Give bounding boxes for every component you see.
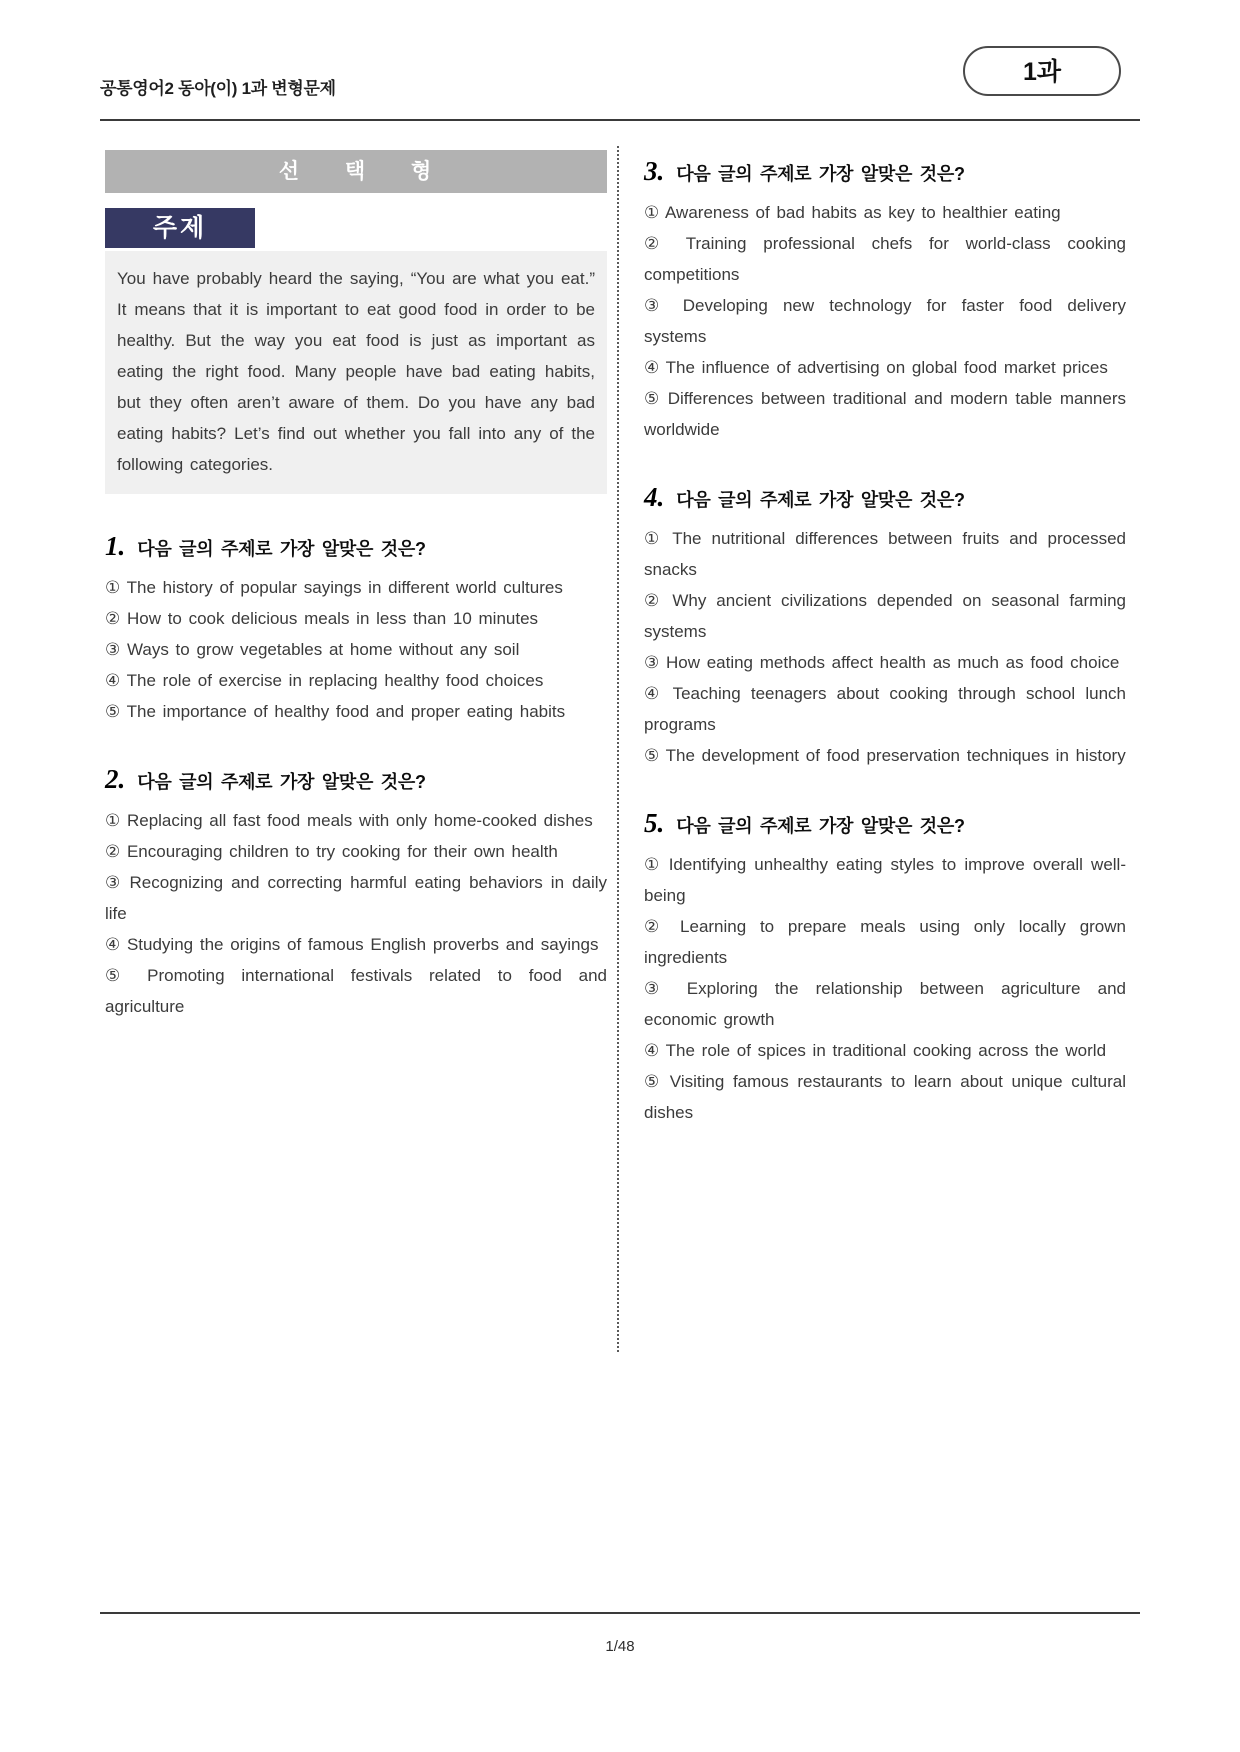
unit-badge: 1과 [963, 46, 1121, 96]
question-5-option-5: ⑤ Visiting famous restaurants to learn about unique cultural dishes [644, 1072, 1126, 1122]
question-1-option-5: ⑤ The importance of healthy food and proper eating habits [105, 702, 566, 721]
question-4-number: 4. [644, 482, 665, 512]
question-1-option-3: ③ Ways to grow vegetables at home without any soil [105, 640, 520, 659]
question-3-option-5: ⑤ Differences between traditional and modern table manners worldwide [644, 389, 1126, 439]
question-1-prompt: 다음 글의 주제로 가장 알맞은 것은? [137, 539, 426, 559]
question-5-option-4: ④ The role of spices in traditional cooking across the world [644, 1041, 1107, 1060]
section-type-bar: 선 택 형 [105, 150, 607, 193]
question-4-prompt: 다음 글의 주제로 가장 알맞은 것은? [676, 490, 965, 510]
question-3-title [644, 156, 1126, 187]
question-1-option-2: ② How to cook delicious meals in less than 10 minutes [105, 609, 539, 628]
reading-passage-box [105, 251, 607, 494]
header-divider [100, 119, 1140, 121]
question-4-option-5: ⑤ The development of food preservation techniques in history [644, 746, 1126, 765]
question-1-option-1: ① The history of popular sayings in different world cultures [105, 578, 563, 597]
question-5-prompt: 다음 글의 주제로 가장 알맞은 것은? [676, 816, 965, 836]
question-5-number: 5. [644, 808, 665, 838]
question-4-title [644, 482, 1126, 513]
question-1-title [105, 531, 607, 562]
question-2-option-3: ③ Recognizing and correcting harmful eating behaviors in daily life [105, 873, 607, 923]
question-4-option-1: ① The nutritional differences between fruits and processed snacks [644, 529, 1126, 579]
column-divider [617, 146, 619, 1352]
question-2-option-4: ④ Studying the origins of famous English proverbs and sayings [105, 935, 599, 954]
page-number: 1/48 [605, 1638, 635, 1655]
question-5-option-1: ① Identifying unhealthy eating styles to improve overall well-being [644, 855, 1126, 905]
left-column [105, 150, 607, 1022]
question-2-option-5: ⑤ Promoting international festivals related to food and agriculture [105, 966, 607, 1016]
question-3-prompt: 다음 글의 주제로 가장 알맞은 것은? [676, 164, 965, 184]
question-4-option-4: ④ Teaching teenagers about cooking through school lunch programs [644, 684, 1126, 734]
question-5-option-2: ② Learning to prepare meals using only locally grown ingredients [644, 917, 1126, 967]
question-3 [644, 156, 1126, 445]
footer-divider [100, 1612, 1140, 1614]
question-4-option-2: ② Why ancient civilizations depended on seasonal farming systems [644, 591, 1126, 641]
document-title: 공통영어2 동아(이) 1과 변형문제 [100, 79, 336, 98]
question-4-option-3: ③ How eating methods affect health as much as food choice [644, 653, 1120, 672]
question-3-option-3: ③ Developing new technology for faster food delivery systems [644, 296, 1126, 346]
topic-category-box: 주제 [105, 208, 255, 248]
question-2-option-2: ② Encouraging children to try cooking for their own health [105, 842, 558, 861]
question-5 [644, 808, 1126, 1128]
question-4 [644, 482, 1126, 771]
question-2-option-1: ① Replacing all fast food meals with only home-cooked dishes [105, 811, 593, 830]
question-5-option-3: ③ Exploring the relationship between agriculture and economic growth [644, 979, 1126, 1029]
question-3-option-1: ① Awareness of bad habits as key to healthier eating [644, 203, 1061, 222]
question-2-title [105, 764, 607, 795]
question-2-number: 2. [105, 764, 126, 794]
question-3-option-4: ④ The influence of advertising on global food market prices [644, 358, 1108, 377]
reading-passage-text: You have probably heard the saying, “You are what you eat.” It means that it is important to eat good food in order to be healthy. But the way you eat food is just as important as eating the right food. Many people have bad eating habits, but they often aren’t aware of them. Do you have any bad eating habits? Let’s find out whether you fall into any of the following categories. [117, 269, 595, 474]
question-1-number: 1. [105, 531, 126, 561]
question-1 [105, 531, 607, 727]
question-2 [105, 764, 607, 1022]
question-1-option-4: ④ The role of exercise in replacing healthy food choices [105, 671, 544, 690]
question-2-prompt: 다음 글의 주제로 가장 알맞은 것은? [137, 772, 426, 792]
question-3-option-2: ② Training professional chefs for world-class cooking competitions [644, 234, 1126, 284]
question-5-title [644, 808, 1126, 839]
question-3-number: 3. [644, 156, 665, 186]
right-column [644, 156, 1126, 1128]
